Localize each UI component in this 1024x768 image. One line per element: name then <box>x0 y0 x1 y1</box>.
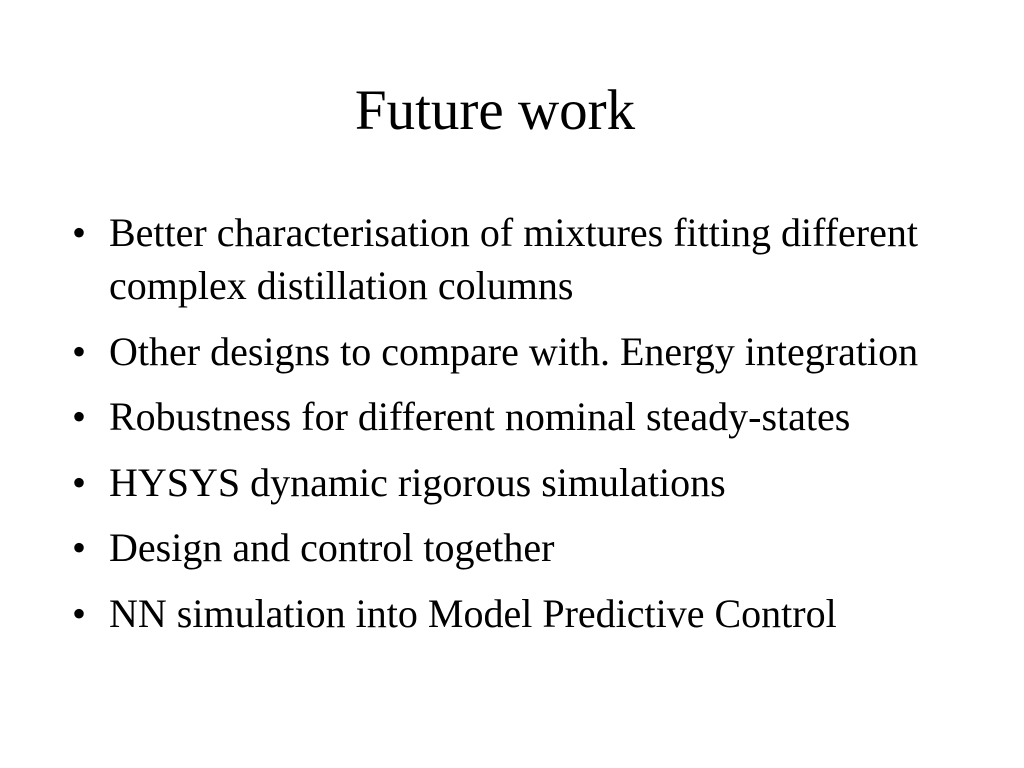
bullet-icon: • <box>72 525 87 570</box>
list-item <box>72 390 1007 443</box>
bullet-text: Better characterisation of mixtures fitting different complex distillation columns <box>109 210 918 308</box>
bullet-icon: • <box>72 328 87 374</box>
bullet-text: NN simulation into Model Predictive Control <box>109 590 837 636</box>
list-item <box>72 325 1007 378</box>
bullet-list <box>72 206 1007 652</box>
slide-title: Future work <box>354 79 636 142</box>
bullet-icon: • <box>72 210 87 255</box>
bullet-icon: • <box>72 459 87 505</box>
list-item <box>72 456 1007 509</box>
list-item <box>72 587 1007 640</box>
bullet-icon: • <box>72 394 87 439</box>
bullet-text: HYSYS dynamic rigorous simulations <box>109 459 726 505</box>
list-item <box>72 521 1007 574</box>
bullet-icon: • <box>72 590 87 636</box>
list-item <box>72 206 1007 312</box>
bullet-text: Robustness for different nominal steady-states <box>109 394 851 439</box>
bullet-text: Other designs to compare with. Energy integration <box>109 328 919 374</box>
bullet-text: Design and control together <box>109 525 555 570</box>
